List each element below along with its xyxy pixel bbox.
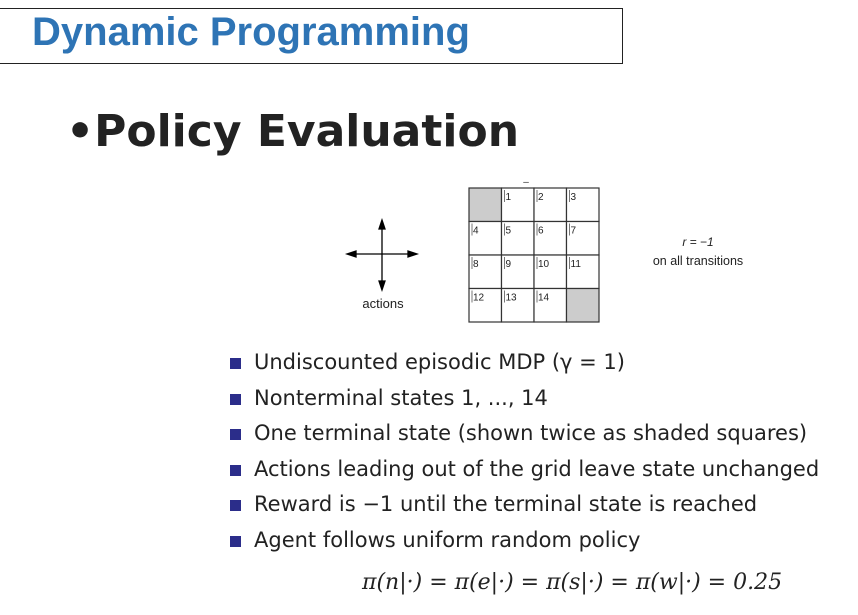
terminal-cell: [469, 188, 502, 222]
reward-line-2: on all transitions: [652, 254, 744, 268]
grid-cell-label: 4: [473, 225, 479, 237]
bullet-text: Undiscounted episodic MDP (γ = 1): [254, 350, 625, 374]
square-bullet-icon: [230, 429, 241, 440]
bullet-text: Reward is −1 until the terminal state is reached: [254, 492, 758, 516]
terminal-cell: [567, 289, 600, 323]
square-bullet-icon: [230, 394, 241, 405]
slide-title: Dynamic Programming: [32, 10, 470, 54]
actions-label: actions: [362, 296, 404, 311]
square-bullet-icon: [230, 500, 241, 511]
bullet-text: Agent follows uniform random policy: [254, 527, 641, 552]
grid-cell-label: 11: [570, 259, 581, 270]
arrows-icon: [347, 220, 417, 290]
grid-cell-label: 1: [505, 192, 512, 203]
grid-cell-label: 3: [570, 192, 577, 203]
policy-formula: π(n|·) = π(e|·) = π(s|·) = π(w|·) = 0.25: [362, 570, 783, 595]
grid-cell-label: 14: [538, 292, 550, 304]
grid-top-mark: –: [523, 177, 529, 188]
bullet-item: [230, 452, 819, 488]
bullet-item: [230, 523, 819, 559]
bullet-text: Actions leading out of the grid leave state unchanged: [254, 456, 820, 481]
bullet-list: [230, 345, 819, 558]
square-bullet-icon: [230, 358, 241, 369]
gridworld: [469, 188, 599, 322]
bullet-item: [230, 416, 819, 452]
grid-cell-label: 13: [505, 292, 517, 304]
grid-cell-label: 7: [570, 225, 577, 237]
reward-line-1: r = −1: [682, 235, 714, 249]
grid-cell-label: 8: [473, 259, 479, 270]
grid-cell-label: 10: [538, 259, 550, 270]
heading-bullet: •: [66, 106, 95, 157]
square-bullet-icon: [230, 465, 241, 476]
grid-cell-label: 9: [505, 259, 512, 270]
bullet-text: One terminal state (shown twice as shaded squares): [254, 421, 808, 445]
grid-cell-label: 12: [473, 292, 485, 304]
grid-cell-label: 5: [505, 225, 512, 237]
grid-cell-label: 6: [538, 225, 544, 237]
bullet-text: Nonterminal states 1, ..., 14: [254, 385, 548, 410]
square-bullet-icon: [230, 536, 241, 547]
bullet-item: [230, 381, 819, 417]
bullet-item: [230, 487, 819, 523]
bullet-item: [230, 345, 819, 381]
grid-cell-label: 2: [538, 192, 544, 203]
heading-text: Policy Evaluation: [94, 106, 520, 157]
